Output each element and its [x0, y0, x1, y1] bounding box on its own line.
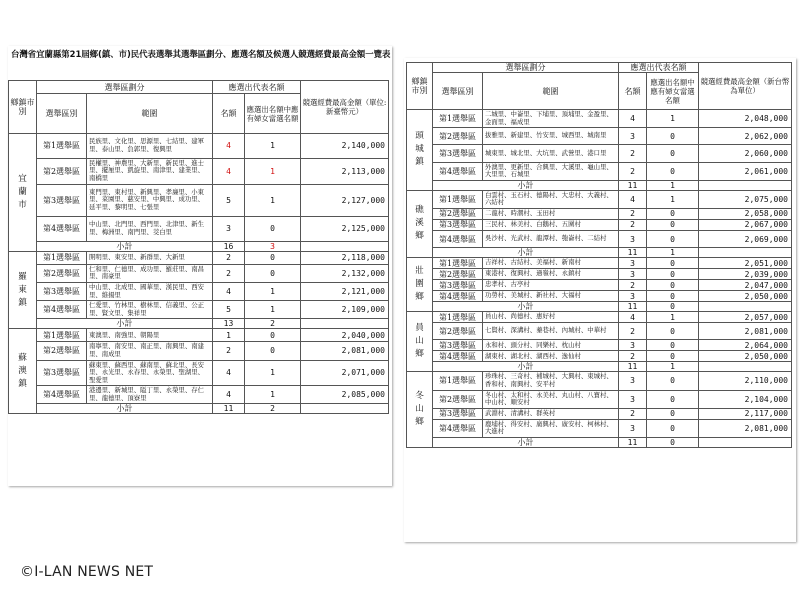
- district-area: 吉祥村、古結村、美福村、新南村: [483, 258, 619, 269]
- women-seat-count: 1: [245, 301, 301, 319]
- seat-count: 3: [619, 419, 647, 437]
- subtotal-row: [9, 241, 389, 251]
- women-seat-count: 0: [647, 162, 699, 180]
- women-seat-count: 1: [647, 312, 699, 323]
- district-area: 東澳里、南強里、朝陽里: [87, 329, 213, 342]
- district-area: 開明里、東安里、新群里、大新里: [87, 251, 213, 264]
- district-name: 第4選舉區: [433, 230, 483, 247]
- women-seat-count: 0: [245, 251, 301, 264]
- campaign-fee-limit: 2,109,000: [301, 301, 389, 319]
- district-name: 第3選舉區: [37, 360, 87, 386]
- town-name: 壯 圍 鄉: [407, 258, 433, 312]
- table-row: [407, 208, 792, 219]
- subtotal-women: 2: [245, 319, 301, 329]
- women-seat-count: 0: [245, 264, 301, 282]
- seat-count: 4: [213, 360, 245, 386]
- table-row: [407, 110, 792, 128]
- table-row: [407, 219, 792, 230]
- women-seat-count: 1: [245, 282, 301, 300]
- district-area: 珍珠村、三奇村、補城村、大興村、東城村、香和村、南興村、安平村: [483, 372, 619, 390]
- header-area: 範圍: [483, 73, 619, 110]
- seat-count: 4: [619, 110, 647, 128]
- seat-count: 2: [619, 145, 647, 162]
- campaign-fee-limit: 2,058,000: [699, 208, 792, 219]
- women-seat-count: 0: [647, 280, 699, 291]
- district-area: 吳沙村、光武村、龍潭村、匏崙村、二結村: [483, 230, 619, 247]
- district-area: 東門里、東村里、新興里、孝廉里、小東里、菜園里、慈安里、中興里、成功里、延平里、黎明里、七張里: [87, 184, 213, 216]
- seat-count: 2: [619, 408, 647, 419]
- women-seat-count: 0: [647, 323, 699, 340]
- left-election-table: [8, 80, 388, 414]
- table-header-row: [9, 81, 389, 94]
- subtotal-fee: [301, 319, 389, 329]
- district-name: 第2選舉區: [433, 128, 483, 145]
- campaign-fee-limit: 2,051,000: [699, 258, 792, 269]
- campaign-fee-limit: 2,064,000: [699, 340, 792, 351]
- women-seat-count: 1: [245, 360, 301, 386]
- seat-count: 2: [619, 351, 647, 362]
- campaign-fee-limit: 2,118,000: [301, 251, 389, 264]
- campaign-fee-limit: 2,047,000: [699, 280, 792, 291]
- subtotal-label: 小計: [433, 437, 619, 447]
- campaign-fee-limit: 2,048,000: [699, 110, 792, 128]
- seat-count: 2: [213, 251, 245, 264]
- seat-count: 5: [213, 301, 245, 319]
- campaign-fee-limit: 2,081,000: [699, 419, 792, 437]
- seat-count: 3: [619, 340, 647, 351]
- district-name: 第3選舉區: [433, 340, 483, 351]
- table-row: [9, 360, 389, 386]
- subtotal-label: 小計: [433, 362, 619, 372]
- header-area: 範圍: [87, 94, 213, 134]
- district-name: 第1選舉區: [37, 134, 87, 159]
- subtotal-row: [407, 248, 792, 258]
- district-area: 仁和里、仁德里、成功里、羅莊里、南昌里、南豪里: [87, 264, 213, 282]
- header-women: 應選出名額中應有婦女當選名額: [245, 94, 301, 134]
- campaign-fee-limit: 2,081,000: [699, 323, 792, 340]
- women-seat-count: 0: [647, 145, 699, 162]
- header-town: 鄉鎮市別: [407, 63, 433, 110]
- town-name: 冬 山 鄉: [407, 372, 433, 448]
- seat-count: 4: [213, 386, 245, 404]
- table-row: [407, 128, 792, 145]
- header-fee: 競選經費最高金額（新台幣為單位）: [699, 63, 792, 110]
- subtotal-women: 0: [647, 437, 699, 447]
- district-area: 仁愛里、竹林里、樹林里、信義里、公正里、賢文里、集祥里: [87, 301, 213, 319]
- women-seat-count: 0: [647, 230, 699, 247]
- women-seat-count: 0: [647, 269, 699, 280]
- town-name: 頭 城 鎮: [407, 110, 433, 191]
- header-district: 選舉區別: [433, 73, 483, 110]
- seat-count: 2: [619, 219, 647, 230]
- subtotal-seats: 11: [619, 362, 647, 372]
- district-area: 冬山村、太和村、永美村、丸山村、八寶村、中山村、順安村: [483, 390, 619, 408]
- district-area: 七賢村、深溝村、蓁巷村、內城村、中華村: [483, 323, 619, 340]
- seat-count: 5: [213, 184, 245, 216]
- document-title: 台灣省宜蘭縣第21屆鄉(鎮、市)民代表選舉其選舉區劃分、應選名額及候選人競選經費最高金額一覽表: [11, 49, 391, 59]
- table-row: [9, 264, 389, 282]
- district-area: 城東里、城北里、大坑里、武營里、港口里: [483, 145, 619, 162]
- table-row: [407, 258, 792, 269]
- table-row: [9, 329, 389, 342]
- district-name: 第4選舉區: [433, 351, 483, 362]
- table-row: [407, 351, 792, 362]
- district-area: 二城里、中崙里、下埔里、頂埔里、金盈里、金面里、福成里: [483, 110, 619, 128]
- district-area: 南寧里、南安里、南正里、南興里、南建里、南成里: [87, 342, 213, 360]
- seat-count: 3: [619, 390, 647, 408]
- district-area: 功勞村、美城村、新社村、大福村: [483, 291, 619, 302]
- seat-count: 3: [619, 269, 647, 280]
- subtotal-women: 1: [647, 362, 699, 372]
- district-area: 外澳里、更新里、合興里、大溪里、龜山里、大里里、石城里: [483, 162, 619, 180]
- campaign-fee-limit: 2,040,000: [301, 329, 389, 342]
- women-seat-count: 0: [245, 342, 301, 360]
- town-name: 礁 溪 鄉: [407, 190, 433, 257]
- women-seat-count: 1: [245, 184, 301, 216]
- district-name: 第2選舉區: [37, 158, 87, 184]
- district-name: 第3選舉區: [37, 184, 87, 216]
- town-name: 羅 東 鎮: [9, 251, 37, 329]
- subtotal-seats: 16: [213, 241, 245, 251]
- district-name: 第1選舉區: [433, 190, 483, 208]
- header-seats-group: 應選出代表名額: [213, 81, 301, 94]
- table-row: [9, 282, 389, 300]
- district-name: 第2選舉區: [433, 323, 483, 340]
- subtotal-women: 0: [647, 302, 699, 312]
- watermark-credit: ©I-LAN NEWS NET: [20, 564, 154, 580]
- seat-count: 3: [213, 216, 245, 241]
- campaign-fee-limit: 2,125,000: [301, 216, 389, 241]
- campaign-fee-limit: 2,067,000: [699, 219, 792, 230]
- header-seats: 名額: [213, 94, 245, 134]
- district-name: 第3選舉區: [37, 282, 87, 300]
- seat-count: 2: [619, 208, 647, 219]
- district-area: 拔雅里、新建里、竹安里、城西里、城南里: [483, 128, 619, 145]
- subtotal-label: 小計: [433, 248, 619, 258]
- campaign-fee-limit: 2,121,000: [301, 282, 389, 300]
- seat-count: 2: [619, 323, 647, 340]
- subtotal-women: 1: [647, 180, 699, 190]
- campaign-fee-limit: 2,127,000: [301, 184, 389, 216]
- district-area: 白雲村、玉石村、德陽村、大忠村、大義村、六結村: [483, 190, 619, 208]
- district-area: 忠孝村、古亭村: [483, 280, 619, 291]
- women-seat-count: 0: [647, 408, 699, 419]
- district-area: 武淵村、清溝村、群英村: [483, 408, 619, 419]
- table-row: [407, 419, 792, 437]
- women-seat-count: 0: [647, 208, 699, 219]
- district-area: 中山里、北成里、國華里、漢民里、西安里、維揚里: [87, 282, 213, 300]
- seat-count: 4: [213, 158, 245, 184]
- district-name: 第1選舉區: [37, 329, 87, 342]
- table-row: [407, 408, 792, 419]
- table-row: [9, 134, 389, 159]
- subtotal-seats: 11: [619, 248, 647, 258]
- seat-count: 4: [619, 190, 647, 208]
- table-row: [9, 184, 389, 216]
- subtotal-seats: 11: [619, 180, 647, 190]
- subtotal-row: [9, 404, 389, 414]
- district-name: 第2選舉區: [433, 208, 483, 219]
- campaign-fee-limit: 2,062,000: [699, 128, 792, 145]
- women-seat-count: 1: [245, 158, 301, 184]
- subtotal-seats: 11: [213, 404, 245, 414]
- subtotal-row: [407, 362, 792, 372]
- district-area: 三民村、林美村、白鵝村、五圍村: [483, 219, 619, 230]
- table-row: [407, 312, 792, 323]
- subtotal-women: 3: [245, 241, 301, 251]
- women-seat-count: 0: [647, 390, 699, 408]
- district-name: 第1選舉區: [433, 372, 483, 390]
- campaign-fee-limit: 2,085,000: [301, 386, 389, 404]
- seat-count: 1: [213, 329, 245, 342]
- table-row: [407, 323, 792, 340]
- district-name: 第3選舉區: [433, 280, 483, 291]
- women-seat-count: 0: [647, 351, 699, 362]
- subtotal-row: [9, 319, 389, 329]
- seat-count: 3: [619, 128, 647, 145]
- seat-count: 3: [619, 291, 647, 302]
- header-fee: 競選經費最高金額（單位:新臺幣元）: [301, 81, 389, 134]
- campaign-fee-limit: 2,039,000: [699, 269, 792, 280]
- seat-count: 3: [619, 372, 647, 390]
- district-area: 民族里、文化里、思源里、七結里、建軍里、泰山里、負郭里、復興里: [87, 134, 213, 159]
- district-area: 東港村、復興村、過嶺村、永鎮村: [483, 269, 619, 280]
- table-row: [9, 301, 389, 319]
- campaign-fee-limit: 2,071,000: [301, 360, 389, 386]
- district-name: 第4選舉區: [37, 216, 87, 241]
- table-row: [407, 162, 792, 180]
- subtotal-fee: [699, 302, 792, 312]
- district-name: 第1選舉區: [37, 251, 87, 264]
- header-district: 選舉區別: [37, 94, 87, 134]
- table-row: [9, 251, 389, 264]
- seat-count: 2: [619, 162, 647, 180]
- subtotal-label: 小計: [37, 241, 213, 251]
- campaign-fee-limit: 2,050,000: [699, 291, 792, 302]
- district-area: 永和村、頭分村、同樂村、枕山村: [483, 340, 619, 351]
- district-area: 員山村、尚德村、惠好村: [483, 312, 619, 323]
- district-name: 第2選舉區: [433, 390, 483, 408]
- subtotal-label: 小計: [433, 180, 619, 190]
- table-row: [407, 280, 792, 291]
- table-row: [407, 145, 792, 162]
- women-seat-count: 1: [245, 134, 301, 159]
- seat-count: 3: [619, 258, 647, 269]
- women-seat-count: 0: [647, 340, 699, 351]
- table-row: [407, 190, 792, 208]
- campaign-fee-limit: 2,060,000: [699, 145, 792, 162]
- campaign-fee-limit: 2,081,000: [301, 342, 389, 360]
- district-area: 民權里、神農里、大新里、新民里、進士里、擺厘里、凱旋里、南津里、建業里、南橋里: [87, 158, 213, 184]
- subtotal-seats: 11: [619, 302, 647, 312]
- table-row: [9, 158, 389, 184]
- campaign-fee-limit: 2,132,000: [301, 264, 389, 282]
- subtotal-fee: [301, 404, 389, 414]
- district-area: 蘇東里、蘇西里、蘇南里、蘇北里、長安里、永光里、永春里、永榮里、聖湖里、聖愛里: [87, 360, 213, 386]
- town-name: 蘇 澳 鎮: [9, 329, 37, 414]
- seat-count: 2: [213, 264, 245, 282]
- header-town: 鄉鎮市別: [9, 81, 37, 134]
- subtotal-women: 1: [647, 248, 699, 258]
- town-name: 宜 蘭 市: [9, 134, 37, 252]
- women-seat-count: 0: [245, 216, 301, 241]
- district-name: 第4選舉區: [433, 419, 483, 437]
- header-district-group: 選舉區劃分: [433, 63, 619, 73]
- table-row: [9, 342, 389, 360]
- campaign-fee-limit: 2,113,000: [301, 158, 389, 184]
- table-row: [9, 386, 389, 404]
- subtotal-row: [407, 180, 792, 190]
- campaign-fee-limit: 2,061,000: [699, 162, 792, 180]
- district-area: 二龍村、時潮村、玉田村: [483, 208, 619, 219]
- district-area: 港邊里、新城里、隘丁里、永榮里、存仁里、龍德里、頂寮里: [87, 386, 213, 404]
- seat-count: 4: [213, 282, 245, 300]
- women-seat-count: 0: [647, 372, 699, 390]
- subtotal-row: [407, 302, 792, 312]
- subtotal-fee: [699, 180, 792, 190]
- women-seat-count: 1: [245, 386, 301, 404]
- women-seat-count: 1: [647, 190, 699, 208]
- subtotal-fee: [699, 248, 792, 258]
- right-election-table: [406, 62, 791, 448]
- women-seat-count: 1: [647, 110, 699, 128]
- district-name: 第4選舉區: [37, 301, 87, 319]
- district-name: 第3選舉區: [433, 219, 483, 230]
- women-seat-count: 0: [647, 258, 699, 269]
- district-name: 第3選舉區: [433, 145, 483, 162]
- campaign-fee-limit: 2,104,000: [699, 390, 792, 408]
- table-row: [407, 390, 792, 408]
- district-name: 第4選舉區: [433, 291, 483, 302]
- district-name: 第4選舉區: [37, 386, 87, 404]
- district-area: 鹿埔村、得安村、廣興村、廣安村、柯林村、大進村: [483, 419, 619, 437]
- women-seat-count: 0: [647, 291, 699, 302]
- district-name: 第1選舉區: [433, 110, 483, 128]
- women-seat-count: 0: [647, 419, 699, 437]
- seat-count: 2: [213, 342, 245, 360]
- women-seat-count: 0: [647, 128, 699, 145]
- subtotal-row: [407, 437, 792, 447]
- subtotal-label: 小計: [433, 302, 619, 312]
- header-seats-group: 應選出代表名額: [619, 63, 699, 73]
- table-row: [407, 291, 792, 302]
- subtotal-fee: [699, 437, 792, 447]
- header-seats: 名額: [619, 73, 647, 110]
- table-row: [407, 372, 792, 390]
- campaign-fee-limit: 2,050,000: [699, 351, 792, 362]
- district-name: 第1選舉區: [433, 312, 483, 323]
- seat-count: 3: [619, 230, 647, 247]
- campaign-fee-limit: 2,075,000: [699, 190, 792, 208]
- header-district-group: 選舉區劃分: [37, 81, 213, 94]
- district-name: 第1選舉區: [433, 258, 483, 269]
- district-name: 第3選舉區: [433, 408, 483, 419]
- table-row: [407, 340, 792, 351]
- women-seat-count: 0: [245, 329, 301, 342]
- subtotal-fee: [699, 362, 792, 372]
- district-area: 湖東村、湖北村、湖西村、逸仙村: [483, 351, 619, 362]
- table-row: [9, 216, 389, 241]
- women-seat-count: 0: [647, 219, 699, 230]
- district-area: 中山里、北門里、西門里、北津里、新生里、梅洲里、南門里、茭白里: [87, 216, 213, 241]
- table-row: [407, 269, 792, 280]
- campaign-fee-limit: 2,110,000: [699, 372, 792, 390]
- district-name: 第2選舉區: [433, 269, 483, 280]
- district-name: 第2選舉區: [37, 264, 87, 282]
- seat-count: 2: [619, 280, 647, 291]
- town-name: 員 山 鄉: [407, 312, 433, 372]
- subtotal-seats: 13: [213, 319, 245, 329]
- campaign-fee-limit: 2,140,000: [301, 134, 389, 159]
- header-women: 應選出名額中應有婦女當選名額: [647, 73, 699, 110]
- subtotal-seats: 11: [619, 437, 647, 447]
- seat-count: 4: [213, 134, 245, 159]
- table-header-row: [407, 63, 792, 73]
- campaign-fee-limit: 2,069,000: [699, 230, 792, 247]
- subtotal-fee: [301, 241, 389, 251]
- district-name: 第2選舉區: [37, 342, 87, 360]
- seat-count: 4: [619, 312, 647, 323]
- table-row: [407, 230, 792, 247]
- subtotal-women: 2: [245, 404, 301, 414]
- subtotal-label: 小計: [37, 404, 213, 414]
- campaign-fee-limit: 2,117,000: [699, 408, 792, 419]
- subtotal-label: 小計: [37, 319, 213, 329]
- campaign-fee-limit: 2,057,000: [699, 312, 792, 323]
- district-name: 第4選舉區: [433, 162, 483, 180]
